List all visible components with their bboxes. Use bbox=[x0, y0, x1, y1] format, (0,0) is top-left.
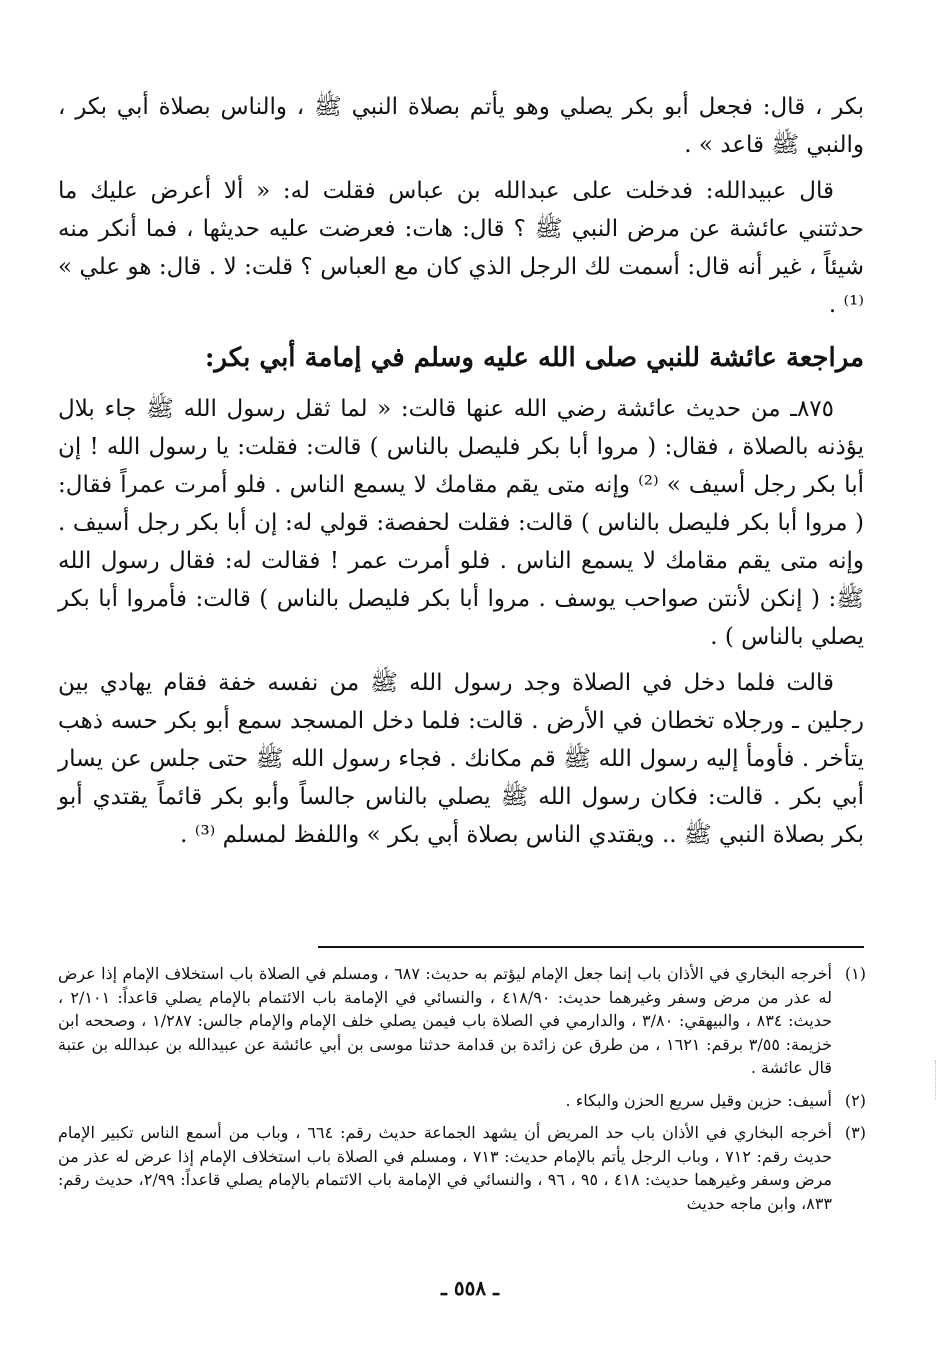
page-number: ـ ٥٥٨ ـ bbox=[441, 1276, 499, 1300]
footnote-number: (١) bbox=[844, 964, 866, 983]
main-text bbox=[58, 88, 864, 862]
scan-edge-mark bbox=[929, 1060, 936, 1100]
footnote-3 bbox=[58, 1121, 866, 1215]
footnotes bbox=[58, 962, 866, 1224]
paragraph-hadith-continued: قالت فلما دخل في الصلاة وجد رسول الله ﷺ من نفسه خفة فقام يهادي بين رجلين ـ ورجلاه تخطان في الأرض . قالت: فلما دخل المسجد سمع أبو بكر حسه ذهب يتأخر . فأومأ إليه رسول الله ﷺ قم مكانك . فجاء رسول الله ﷺ حتى جلس عن يسار أبي بكر . قالت: فكان رسول الله ﷺ يصلي بالناس جالساً وأبو بكر قائماً يقتدي أبو بكر بصلاة النبي ﷺ .. ويقتدي الناس بصلاة أبي بكر » واللفظ لمسلم ⁽³⁾ . bbox=[58, 670, 864, 848]
paragraph-ubaidullah: قال عبيدالله: فدخلت على عبدالله بن عباس فقلت له: « ألا أعرض عليك ما حدثتني عائشة عن مرض النبي ﷺ ؟ قال: هات: فعرضت عليه حديثها ، فما أنكر منه شيئاً ، غير أنه قال: أسمت لك الرجل الذي كان مع العباس ؟ قلت: لا . قال: هو علي » ⁽¹⁾ . bbox=[58, 178, 864, 318]
footnote-divider bbox=[318, 946, 864, 948]
footnote-text: أخرجه البخاري في الأذان باب إنما جعل الإمام ليؤتم به حديث: ٦٨٧ ، ومسلم في الصلاة باب استخلاف الإمام إذا عرض له عذر من مرض وسفر وغيرهما حديث: ٤١٨/٩٠ ، والنسائي في الإمامة باب الائتمام بالإمام يصلي قاعداً: ٢/١٠١ ، حديث: ٨٣٤ ، والبيهقي: ٣/٨٠ ، والدارمي في الصلاة باب فيمن يصلي خلف الإمام والإمام جالس: ١/٢٨٧ ، وصححه ابن خزيمة: ٣/٥٥ برقم: ١٦٢١ ، من طرق عن زائدة بن قدامة حدثنا موسى بن أبي عائشة عن عبيدالله بن عبدالله بن عتبة قال عائشة . bbox=[58, 964, 833, 1077]
section-heading: مراجعة عائشة للنبي صلى الله عليه وسلم في إمامة أبي بكر: bbox=[204, 343, 864, 373]
footnote-number: (٢) bbox=[844, 1090, 866, 1110]
paragraph-hadith-875: ٨٧٥ـ من حديث عائشة رضي الله عنها قالت: « لما ثقل رسول الله ﷺ جاء بلال يؤذنه بالصلاة ، فقال: ( مروا أبا بكر فليصل بالناس ) قالت: فقلت: يا رسول الله ! إن أبا بكر رجل أسيف » ⁽²⁾ وإنه متى يقم مقامك لا يسمع الناس . فلو أمرت عمراً فقال: ( مروا أبا بكر فليصل بالناس ) قالت: فقلت لحفصة: قولي له: إن أبا بكر رجل أسيف . وإنه متى يقم مقامك لا يسمع الناس . فلو أمرت عمر ! فقالت له: فقال رسول الله ﷺ: ( إنكن لأنتن صواحب يوسف . مروا أبا بكر فليصل بالناس ) قالت: فأمروا أبا بكر يصلي بالناس ) . bbox=[58, 396, 864, 650]
paragraph-continuation: بكر ، قال: فجعل أبو بكر يصلي وهو يأتم بصلاة النبي ﷺ ، والناس بصلاة أبي بكر ، والنبي ﷺ قاعد » . bbox=[58, 94, 864, 158]
footnote-2 bbox=[58, 1089, 866, 1113]
footnote-1 bbox=[58, 962, 866, 1080]
footnote-number: (٣) bbox=[844, 1123, 866, 1142]
footnote-text: أسيف: حزين وقيل سريع الحزن والبكاء . bbox=[565, 1090, 832, 1110]
footnote-text: أخرجه البخاري في الأذان باب حد المريض أن يشهد الجماعة حديث رقم: ٦٦٤ ، وباب من أسمع الناس تكبير الإمام حديث رقم: ٧١٢ ، وباب الرجل يأتم بالإمام حديث: ٧١٣ ، ومسلم في الصلاة باب استخلاف الإمام إذا عرض له عذر من مرض وسفر وغيرهما حديث: ٤١٨ ، ٩٥ ، ٩٦ ، والنسائي في الإمامة باب الائتمام بالإمام يصلي قاعداً: ٢/٩٩، حديث رقم: ٨٣٣، وابن ماجه حديث bbox=[58, 1123, 833, 1213]
